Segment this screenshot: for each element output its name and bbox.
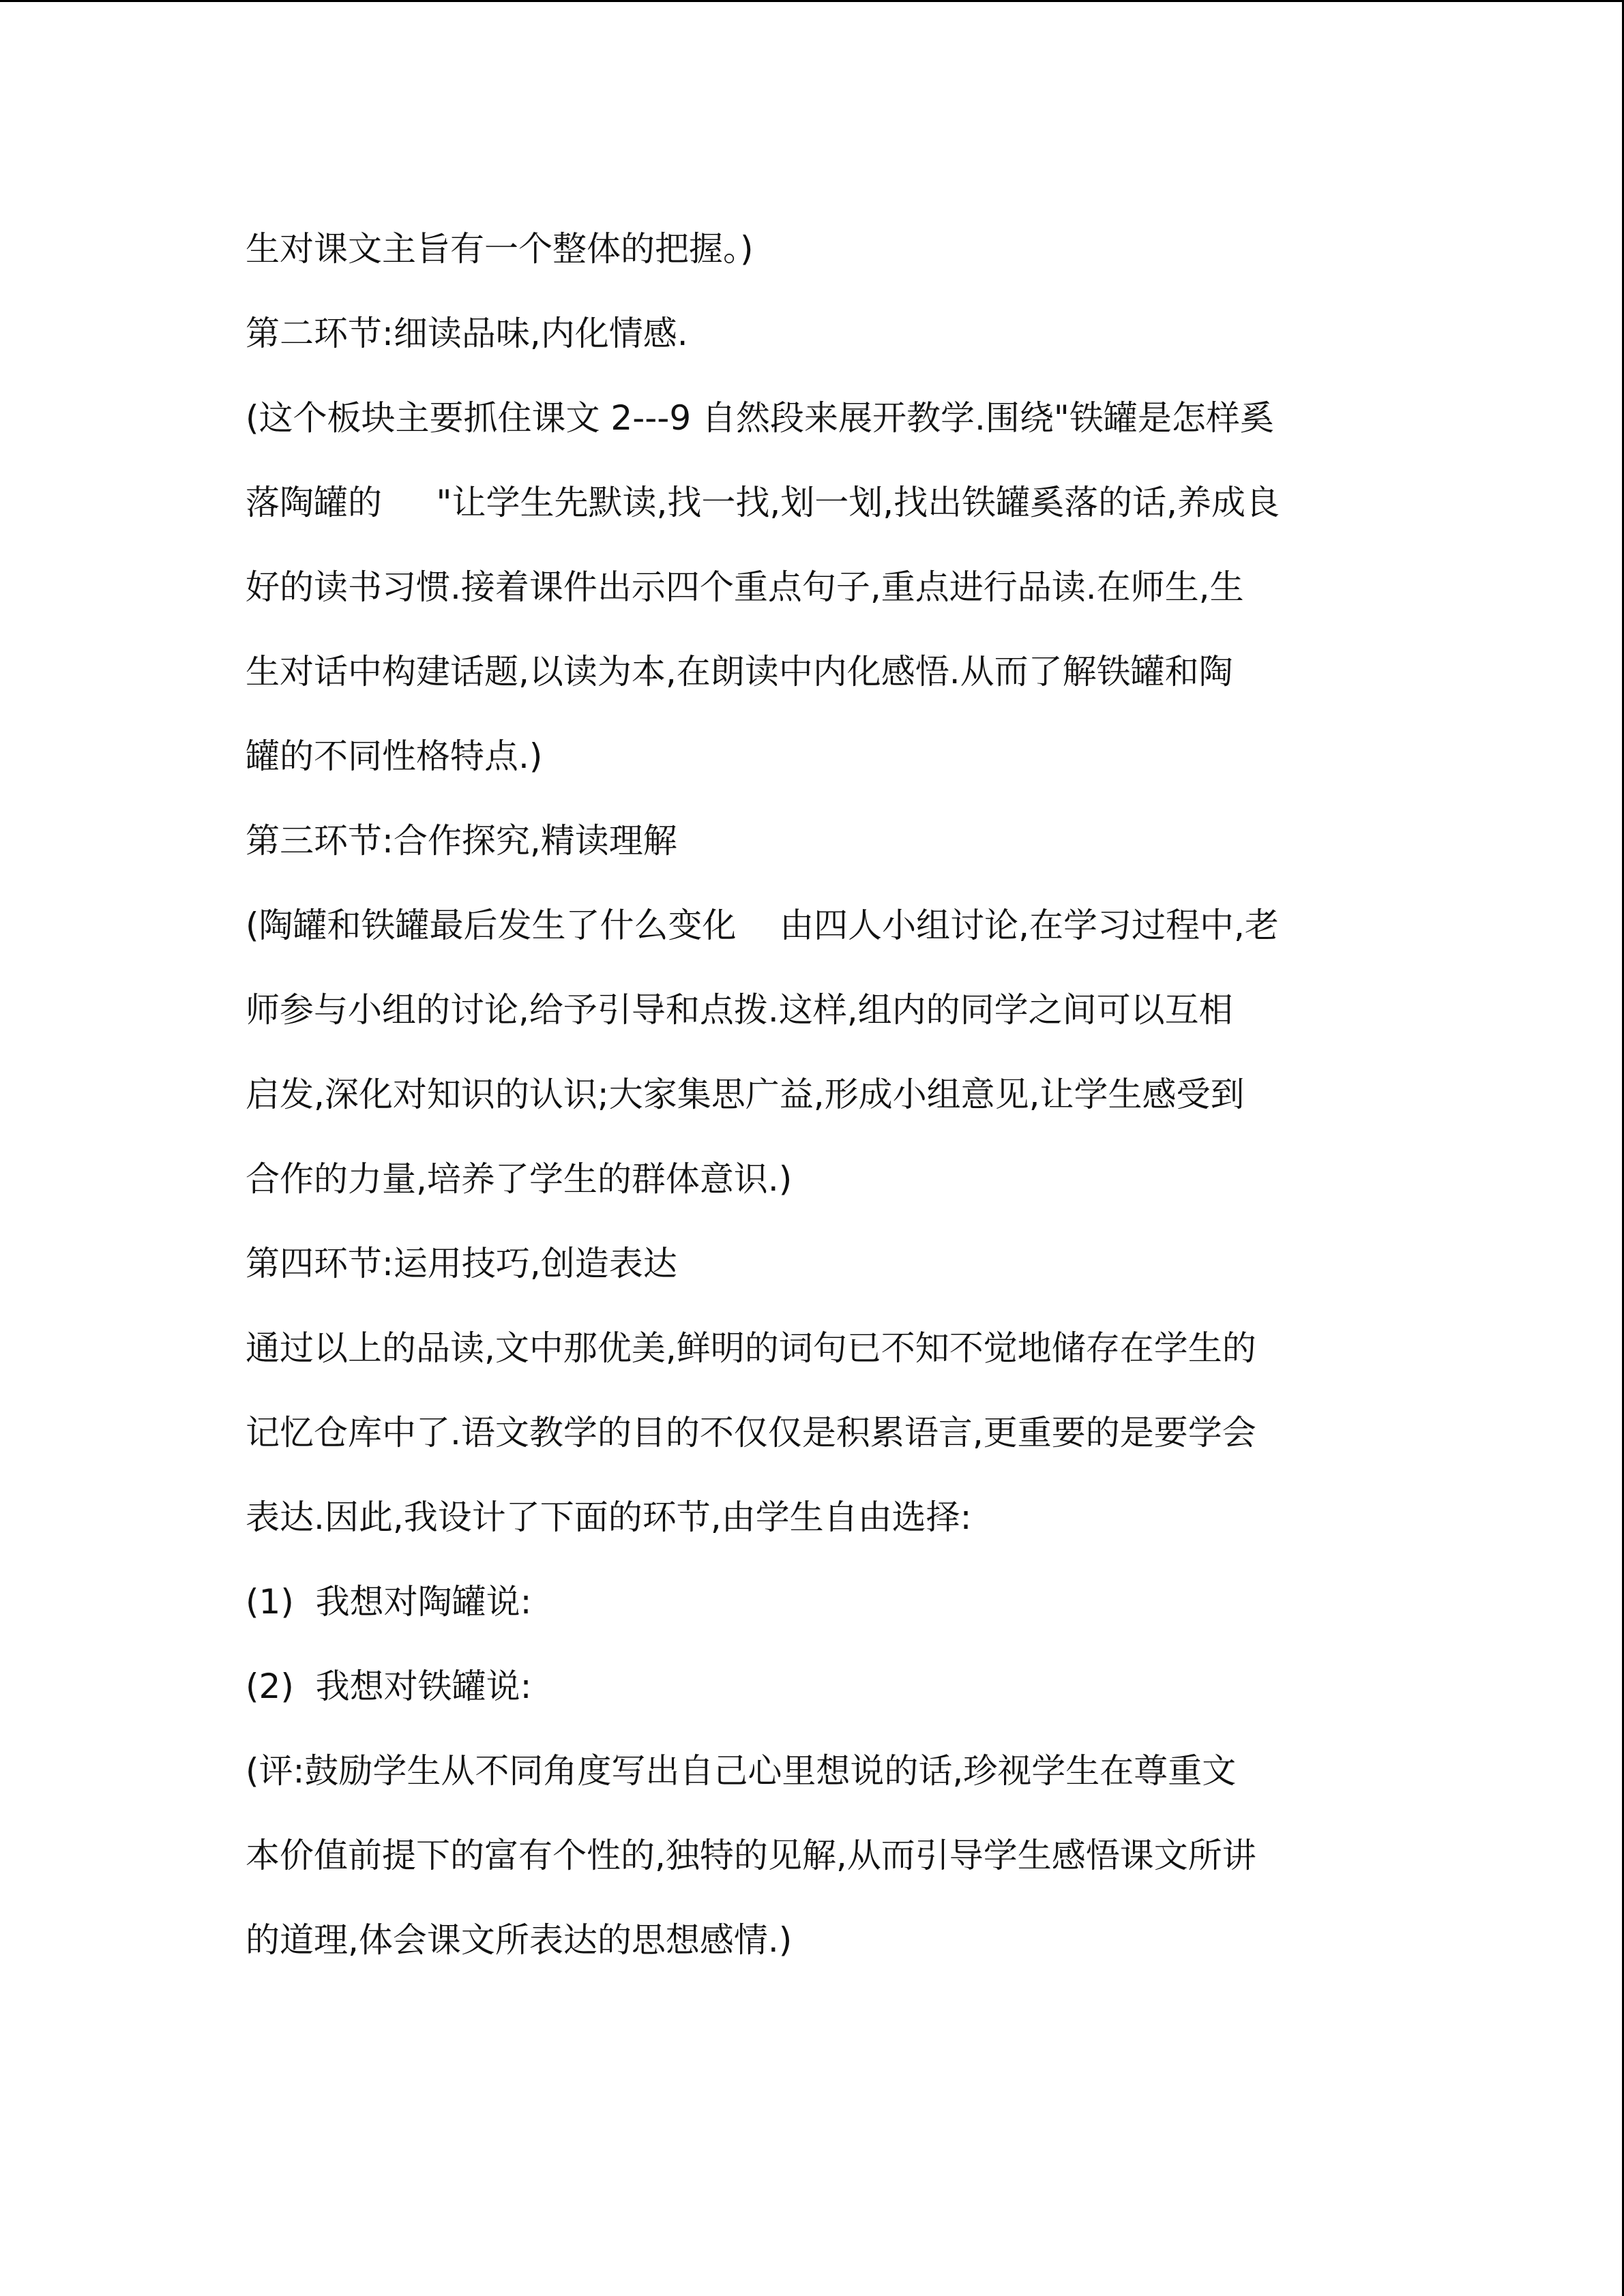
text-line: 本价值前提下的富有个性的,独特的见解,从而引导学生感悟课文所讲 — [246, 1836, 1256, 1875]
text-line: 的道理,体会课文所表达的思想感情.) — [246, 1920, 793, 1960]
text-line: (陶罐和铁罐最后发生了什么变化 由四人小组讨论,在学习过程中,老 — [246, 906, 1279, 945]
text-line: 罐的不同性格特点.) — [246, 736, 543, 776]
text-line: 生对课文主旨有一个整体的把握。) — [246, 229, 754, 269]
text-line: 启发,深化对知识的认识;大家集思广益,形成小组意见,让学生感受到 — [246, 1075, 1245, 1114]
text-line: (这个板块主要抓住课文 2---9 自然段来展开教学.围绕"铁罐是怎样奚 — [246, 398, 1274, 438]
text-line: 师参与小组的讨论,给予引导和点拨.这样,组内的同学之间可以互相 — [246, 990, 1233, 1030]
text-line: 通过以上的品读,文中那优美,鲜明的词句已不知不觉地储存在学生的 — [246, 1328, 1256, 1368]
list-item: (2) 我想对铁罐说: — [246, 1667, 532, 1706]
text-line: 表达.因此,我设计了下面的环节,由学生自由选择: — [246, 1497, 972, 1537]
text-line: 生对话中构建话题,以读为本,在朗读中内化感悟.从而了解铁罐和陶 — [246, 652, 1233, 691]
section-heading: 第四环节:运用技巧,创造表达 — [246, 1244, 677, 1283]
document-body — [246, 207, 1391, 1982]
text-line: (评:鼓励学生从不同角度写出自己心里想说的话,珍视学生在尊重文 — [246, 1751, 1237, 1791]
text-line: 记忆仓库中了.语文教学的目的不仅仅是积累语言,更重要的是要学会 — [246, 1413, 1256, 1452]
text-line: 合作的力量,培养了学生的群体意识.) — [246, 1159, 793, 1199]
text-line: 落陶罐的 "让学生先默读,找一找,划一划,找出铁罐奚落的话,养成良 — [246, 483, 1280, 522]
list-item: (1) 我想对陶罐说: — [246, 1582, 532, 1622]
section-heading: 第二环节:细读品味,内化情感. — [246, 314, 688, 353]
text-line: 好的读书习惯.接着课件出示四个重点句子,重点进行品读.在师生,生 — [246, 567, 1244, 607]
section-heading: 第三环节:合作探究,精读理解 — [246, 821, 677, 861]
